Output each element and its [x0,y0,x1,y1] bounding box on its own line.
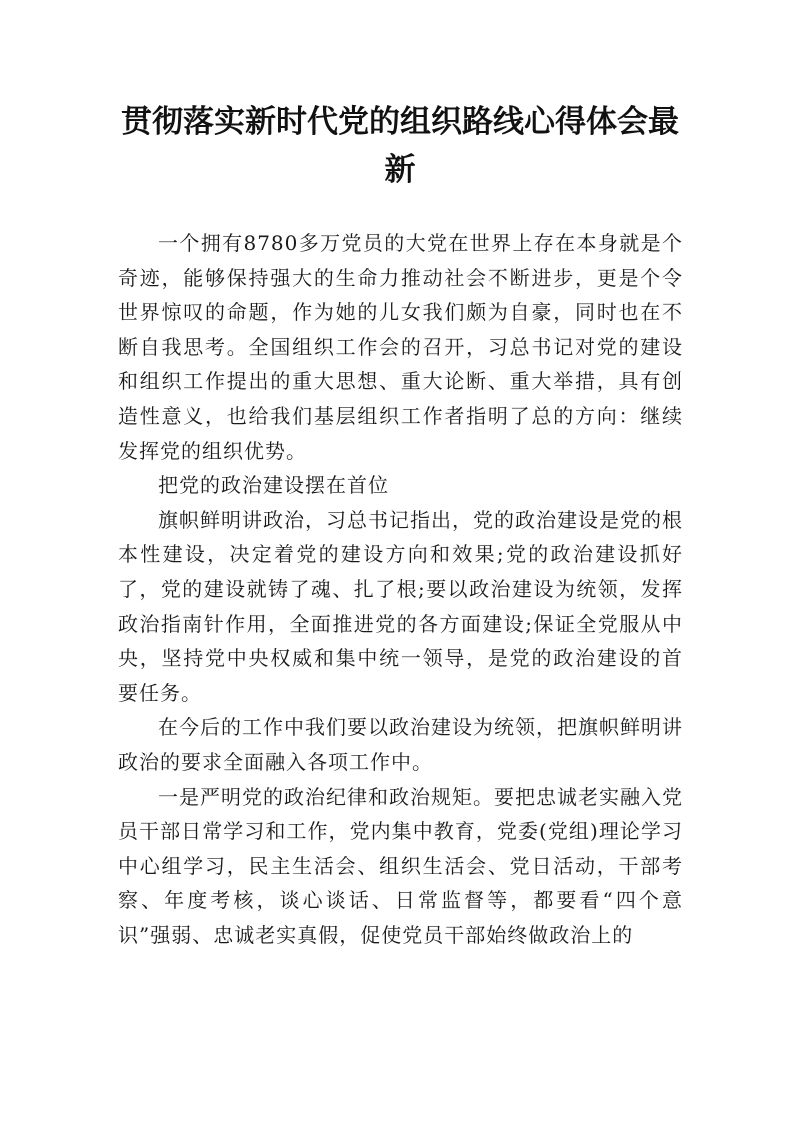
paragraph-future-work: 在今后的工作中我们要以政治建设为统领，把旗帜鲜明讲政治的要求全面融入各项工作中。 [118,715,683,774]
paragraph-discipline: 一是严明党的政治纪律和政治规矩。要把忠诚老实融入党员干部日常学习和工作，党内集中教育，党委(党组)理论学习中心组学习，民主生活会、组织生活会、党日活动，干部考察、年度考核，谈心谈话、日常监督等，都要看“四个意识”强弱、忠诚老实真假，促使党员干部始终做政治上的 [118,784,683,947]
document-title: 贯彻落实新时代党的组织路线心得体会最新 [121,104,679,188]
paragraph-intro: 一个拥有8780多万党员的大党在世界上存在本身就是个奇迹，能够保持强大的生命力推动社会不断进步，更是个令世界惊叹的命题，作为她的儿女我们颇为自豪，同时也在不断自我思考。全国组织工作会的召开，习总书记对党的建设和组织工作提出的重大思想、重大论断、重大举措，具有创造性意义，也给我们基层组织工作者指明了总的方向：继续发挥党的组织优势。 [118,231,683,463]
document-body [118,226,683,952]
paragraph-political-building: 旗帜鲜明讲政治，习总书记指出，党的政治建设是党的根本性建设，决定着党的建设方向和效果;党的政治建设抓好了，党的建设就铸了魂、扎了根;要以政治建设为统领，发挥政治指南针作用，全面推进党的各方面建设;保证全党服从中央，坚持党中央权威和集中统一领导，是党的政治建设的首要任务。 [118,507,683,705]
section-heading: 把党的政治建设摆在首位 [158,473,389,498]
